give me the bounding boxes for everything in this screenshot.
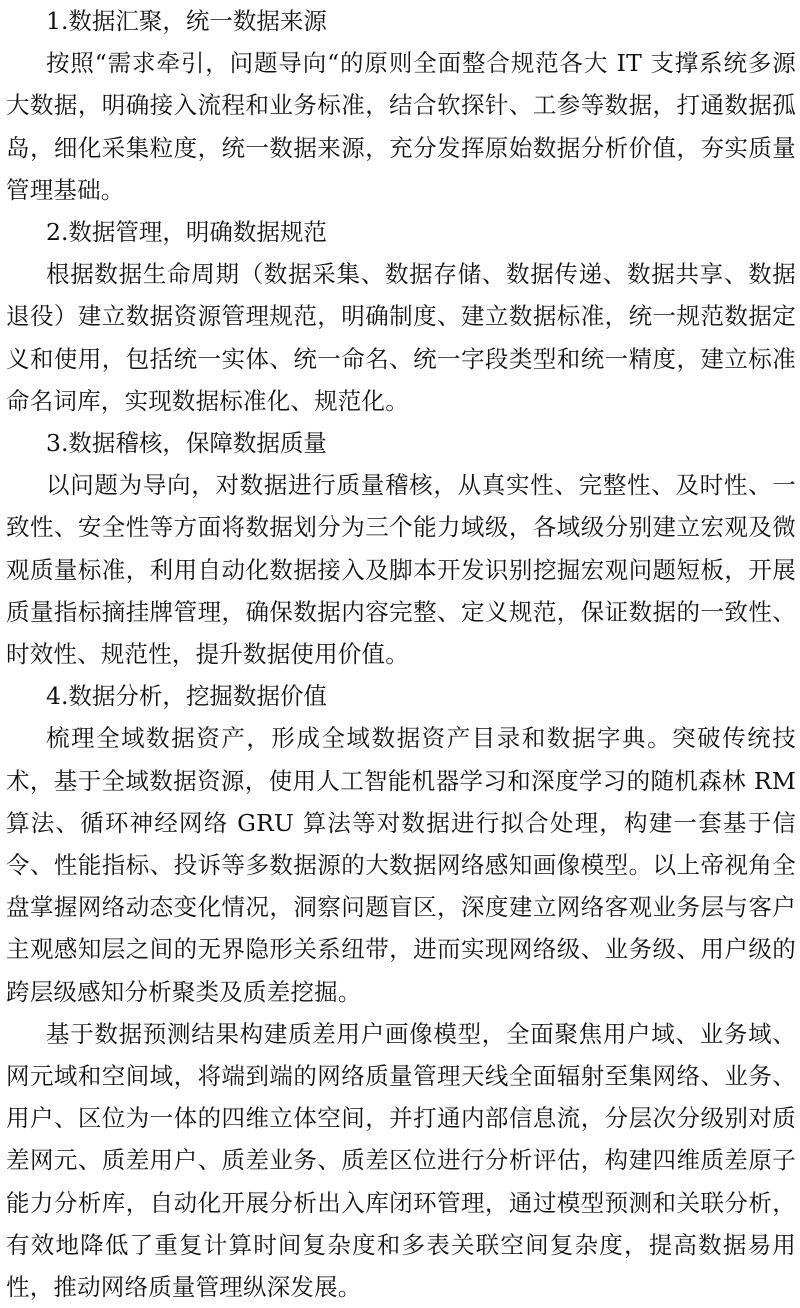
- section-4-heading: 4.数据分析，挖掘数据价值: [46, 682, 327, 711]
- section-2-paragraph: 根据数据生命周期（数据采集、数据存储、数据传递、数据共享、数据退役）建立数据资源管理规范，明确制度、建立数据标准，统一规范数据定义和使用，包括统一实体、统一命名、统一字段类型和统一精度，建立标准命名词库，实现数据标准化、规范化。: [6, 260, 796, 415]
- section-2-heading: 2.数据管理，明确数据规范: [46, 218, 327, 247]
- section-1-paragraph: 按照“需求牵引，问题导向“的原则全面整合规范各大 IT 支撑系统多源大数据，明确接入流程和业务标准，结合软探针、工参等数据，打通数据孤岛，细化采集粒度，统一数据来源，充分发挥原始数据分析价值，夯实质量管理基础。: [6, 49, 796, 204]
- section-4-paragraph-2: 基于数据预测结果构建质差用户画像模型，全面聚焦用户域、业务域、网元域和空间域，将端到端的网络质量管理天线全面辐射至集网络、业务、用户、区位为一体的四维立体空间，并打通内部信息流，分层次分级别对质差网元、质差用户、质差业务、质差区位进行分析评估，构建四维质差原子能力分析库，自动化开展分析出入库闭环管理，通过模型预测和关联分析，有效地降低了重复计算时间复杂度和多表关联空间复杂度，提高数据易用性，推动网络质量管理纵深发展。: [6, 1019, 796, 1302]
- section-3-paragraph: 以问题为导向，对数据进行质量稽核，从真实性、完整性、及时性、一致性、安全性等方面将数据划分为三个能力域级，各域级分别建立宏观及微观质量标准，利用自动化数据接入及脚本开发识别挖掘宏观问题短板，开展质量指标摘挂牌管理，确保数据内容完整、定义规范，保证数据的一致性、时效性、规范性，提升数据使用价值。: [6, 471, 796, 669]
- section-3-heading: 3.数据稽核，保障数据质量: [46, 429, 327, 458]
- section-1-heading: 1.数据汇聚，统一数据来源: [46, 7, 327, 35]
- section-4-paragraph-1: 梳理全域数据资产，形成全域数据资产目录和数据字典。突破传统技术，基于全域数据资源，使用人工智能机器学习和深度学习的随机森林 RM 算法、循环神经网络 GRU 算法等对数据进行拟合处理，构建一套基于信令、性能指标、投诉等多数据源的大数据网络感知画像模型。以上帝视角全盘掌握网络动态变化情况，洞察问题盲区，深度建立网络客观业务层与客户主观感知层之间的无界隐形关系纽带，进而实现网络级、业务级、用户级的跨层级感知分析聚类及质差挖掘。: [6, 724, 796, 1006]
